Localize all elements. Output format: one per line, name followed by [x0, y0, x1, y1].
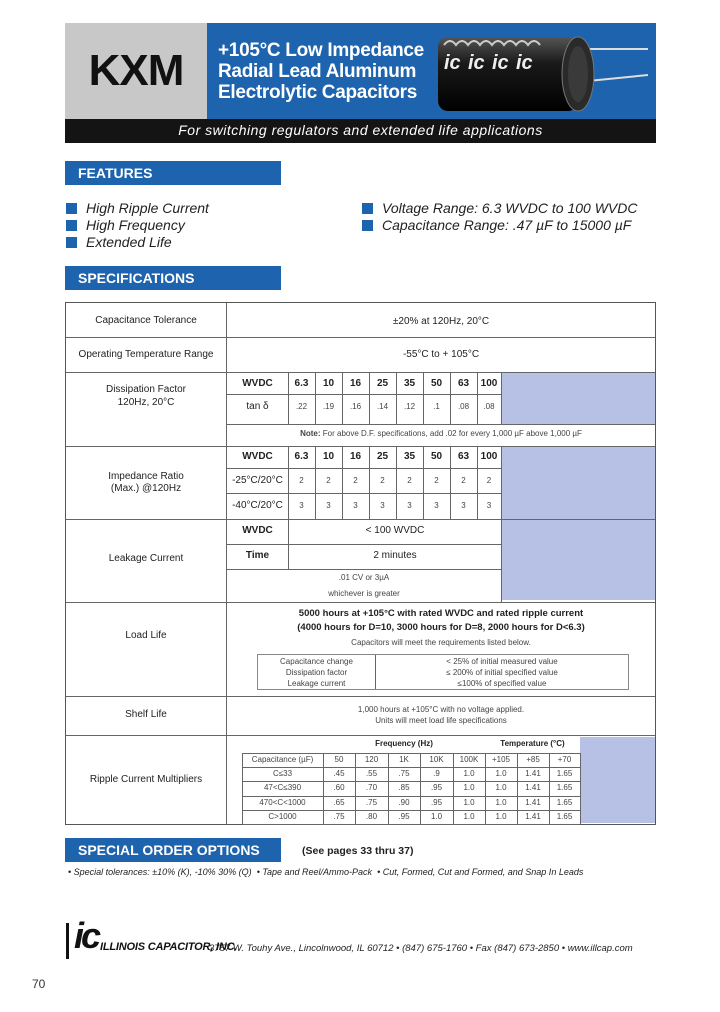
imp-row2-cell: 3: [434, 501, 439, 510]
ripple-temp-value: 1.41: [525, 783, 541, 793]
df-tan-cell: .14: [376, 402, 389, 411]
load-life-requirements-box: [257, 654, 629, 690]
bullet-square-icon: [66, 220, 77, 231]
leak-time-value: 2 minutes: [373, 550, 417, 561]
capacitor-product-image: [438, 31, 650, 115]
ripple-temp-value: 1.65: [556, 769, 573, 779]
ripple-temp-cell: +85: [526, 755, 540, 764]
df-wvdc-cell: 35: [403, 378, 416, 389]
company-logo: ic: [74, 915, 99, 956]
features-heading: FEATURES: [65, 161, 281, 185]
load-item: Capacitance change: [280, 657, 353, 666]
title-line-2: Radial Lead Aluminum: [218, 61, 417, 82]
ripple-cap-cell: C>1000: [268, 811, 297, 821]
imp-row1-cell: 2: [326, 476, 331, 485]
load-life-line-3: Capacitors will meet the requirements listed below.: [351, 638, 531, 647]
title-line-3: Electrolytic Capacitors: [218, 82, 418, 103]
temperature-shade: [580, 737, 655, 823]
imp-wvdc-cell: 100: [480, 451, 498, 462]
cap-tolerance-label: Capacitance Tolerance: [95, 315, 197, 326]
imp-row1-cell: 2: [353, 476, 358, 485]
specifications-table: [65, 302, 656, 825]
ripple-temp-value: 1.0: [495, 783, 507, 793]
shelf-life-label: Shelf Life: [125, 709, 167, 720]
company-address: 3757 W. Touhy Ave., Lincolnwood, IL 60712 • (847) 675-1760 • Fax (847) 673-2850 • www.illcap.com: [209, 943, 633, 954]
df-tan-cell: .08: [483, 402, 495, 411]
df-label-1: Dissipation Factor: [105, 384, 187, 395]
ripple-freq-value: 1.0: [463, 797, 475, 807]
ripple-freq-value: .55: [365, 769, 378, 779]
imp-wvdc-cell: 50: [430, 451, 443, 462]
page-number: 70: [32, 977, 46, 991]
ripple-freq-value: .75: [365, 797, 378, 807]
special-order-items: [68, 867, 583, 877]
freq-heading: Frequency (Hz): [375, 739, 433, 748]
ripple-temp-cell: +105: [491, 755, 511, 764]
load-value: < 25% of initial measured value: [446, 657, 558, 666]
ripple-freq-cell: 120: [364, 755, 379, 764]
special-order-item: • Cut, Formed, Cut and Formed, and Snap In Leads: [377, 867, 584, 877]
imp-row2-label: -40°C/20°C: [232, 500, 283, 511]
op-temp-label: Operating Temperature Range: [78, 349, 214, 360]
load-life-line-1: 5000 hours at +105°C with rated WVDC and rated ripple current: [298, 608, 584, 619]
imp-row1-cell: 2: [486, 476, 492, 485]
feature-item: High Ripple Current: [66, 200, 209, 217]
bullet-square-icon: [66, 237, 77, 248]
leak-wvdc-label: WVDC: [242, 525, 273, 536]
load-item: Leakage current: [287, 679, 346, 688]
df-wvdc-cell: 16: [349, 378, 362, 389]
df-wvdc-cell: 6.3: [294, 378, 309, 389]
load-value: ≤ 200% of initial specified value: [446, 668, 558, 677]
imp-row1-label: -25°C/20°C: [232, 475, 283, 486]
feature-item: Extended Life: [66, 234, 209, 251]
ripple-temp-value: 1.65: [556, 811, 573, 821]
bullet-square-icon: [66, 203, 77, 214]
ripple-freq-cell: 1K: [399, 755, 409, 764]
feature-item: High Frequency: [66, 217, 209, 234]
df-tan-cell: .16: [349, 402, 362, 411]
shelf-life-line-1: 1,000 hours at +105°C with no voltage applied.: [357, 705, 525, 714]
ripple-temp-value: 1.65: [556, 797, 573, 807]
imp-row1-cell: 2: [407, 476, 412, 485]
ripple-freq-value: .95: [430, 783, 443, 793]
ripple-temp-value: 1.0: [495, 797, 507, 807]
ripple-freq-value: .60: [333, 783, 345, 793]
ripple-temp-value: 1.65: [556, 783, 573, 793]
ripple-freq-value: .95: [398, 811, 410, 821]
ripple-cap-cell: 470<C<1000: [259, 797, 306, 807]
df-wvdc-cell: 100: [480, 378, 498, 389]
ripple-freq-value: .45: [333, 769, 345, 779]
ripple-temp-value: 1.41: [525, 797, 541, 807]
load-life-line-2: (4000 hours for D=10, 3000 hours for D=8, 2000 hours for D<6.3): [297, 622, 585, 633]
ripple-freq-value: 1.0: [463, 783, 475, 793]
df-tan-cell: .12: [403, 402, 416, 411]
ripple-temp-value: 1.0: [495, 769, 507, 779]
ripple-label: Ripple Current Multipliers: [89, 774, 203, 785]
imp-row2-cell: 3: [407, 501, 412, 510]
product-title: [218, 40, 438, 103]
ripple-freq-value: .85: [398, 783, 410, 793]
imp-wvdc-cell: 63: [457, 451, 470, 462]
imp-row1-cell: 2: [380, 476, 385, 485]
op-temp-value: -55°C to + 105°C: [402, 349, 480, 360]
ripple-temp-value: 1.41: [525, 769, 541, 779]
capacitor-marking-2: ic: [468, 52, 485, 74]
temp-heading: Temperature (°C): [500, 739, 565, 748]
df-wvdc-cell: 63: [457, 378, 470, 389]
imp-row1-cell: 2: [299, 476, 304, 485]
cap-tolerance-value: ±20% at 120Hz, 20°C: [392, 316, 490, 327]
df-tan-cell: .22: [295, 402, 308, 411]
title-line-1: +105°C Low Impedance: [218, 40, 424, 61]
specifications-heading: SPECIFICATIONS: [65, 266, 281, 290]
ripple-temp-cell: +70: [557, 755, 572, 764]
imp-wvdc-label: WVDC: [242, 451, 273, 462]
df-tan-cell: .19: [322, 402, 335, 411]
company-name: ILLINOIS CAPACITOR, INC.: [100, 941, 238, 953]
capacitor-marking-3: ic: [492, 52, 509, 74]
df-wvdc-cell: 50: [430, 378, 443, 389]
special-order-item: • Tape and Reel/Ammo-Pack: [256, 867, 373, 877]
imp-wvdc-cell: 10: [322, 451, 335, 462]
ripple-cap-heading: Capacitance (µF): [251, 755, 314, 764]
ripple-freq-value: .80: [365, 811, 378, 821]
ripple-cap-cell: C≤33: [272, 769, 293, 779]
df-tan-cell: .08: [457, 402, 470, 411]
imp-row1-cell: 2: [434, 476, 439, 485]
ripple-freq-cell: 10K: [429, 755, 444, 764]
df-tan-cell: .1: [433, 402, 440, 411]
ripple-temp-value: 1.41: [525, 811, 541, 821]
ripple-freq-value: .65: [333, 797, 345, 807]
imp-row2-cell: 3: [299, 501, 304, 510]
bullet-square-icon: [362, 203, 373, 214]
df-label-2: 120Hz, 20°C: [117, 397, 175, 408]
special-order-pages-note: (See pages 33 thru 37): [302, 845, 414, 857]
df-shade: [501, 373, 655, 424]
ripple-freq-cell: 50: [334, 755, 344, 764]
ripple-freq-value: 1.0: [463, 769, 475, 779]
shelf-life-line-2: Units will meet load life specifications: [375, 716, 507, 725]
imp-label-1: Impedance Ratio: [108, 471, 184, 482]
ripple-freq-value: .9: [433, 769, 440, 779]
imp-row2-cell: 3: [380, 501, 385, 510]
imp-wvdc-cell: 6.3: [294, 451, 309, 462]
load-item: Dissipation factor: [285, 668, 348, 677]
bullet-square-icon: [362, 220, 373, 231]
feature-item: Capacitance Range: .47 µF to 15000 µF: [362, 217, 638, 234]
leak-formula: .01 CV or 3µA: [338, 573, 390, 582]
company-footer: [66, 915, 658, 965]
imp-row2-cell: 3: [326, 501, 331, 510]
ripple-freq-value: .70: [365, 783, 378, 793]
df-wvdc-cell: 10: [322, 378, 335, 389]
imp-wvdc-cell: 35: [403, 451, 416, 462]
imp-wvdc-cell: 16: [349, 451, 362, 462]
imp-row2-cell: 3: [461, 501, 466, 510]
special-order-item: • Special tolerances: ±10% (K), -10% 30% (Q): [68, 867, 252, 877]
imp-row1-cell: 2: [461, 476, 466, 485]
ripple-temp-value: 1.0: [495, 811, 507, 821]
ripple-freq-value: .75: [333, 811, 345, 821]
imp-label-2: (Max.) @120Hz: [110, 483, 182, 494]
capacitor-marking-1: ic: [444, 52, 461, 74]
tagline: For switching regulators and extended life applications: [178, 122, 543, 138]
imp-row2-cell: 3: [353, 501, 358, 510]
ripple-freq-value: 1.0: [430, 811, 443, 821]
ripple-freq-value: .90: [398, 797, 410, 807]
special-order-heading: SPECIAL ORDER OPTIONS: [65, 838, 281, 862]
leak-wvdc-value: < 100 WVDC: [365, 525, 425, 536]
imp-row2-cell: 3: [486, 501, 492, 510]
df-tan-label: tan δ: [246, 401, 269, 412]
leak-note: whichever is greater: [328, 589, 400, 598]
features-right-list: [362, 200, 638, 234]
df-wvdc-label: WVDC: [242, 378, 273, 389]
ripple-freq-value: .75: [398, 769, 410, 779]
feature-item: Voltage Range: 6.3 WVDC to 100 WVDC: [362, 200, 638, 217]
series-code: KXM: [88, 46, 184, 95]
features-left-list: [66, 200, 209, 251]
capacitor-marking-4: ic: [516, 52, 533, 74]
impedance-leakage-shade: [501, 447, 655, 600]
ripple-freq-cell: 100K: [459, 755, 479, 764]
load-life-label: Load Life: [125, 630, 167, 641]
imp-wvdc-cell: 25: [376, 451, 389, 462]
ripple-cap-cell: 47<C≤390: [263, 783, 302, 793]
ripple-freq-value: .95: [430, 797, 443, 807]
leakage-label: Leakage Current: [108, 553, 184, 564]
load-value: ≤100% of specified value: [457, 679, 547, 688]
ripple-freq-value: 1.0: [463, 811, 475, 821]
leak-time-label: Time: [245, 550, 270, 561]
df-wvdc-cell: 25: [376, 378, 389, 389]
df-note: Note: For above D.F. specifications, add .02 for every 1,000 µF above 1,000 µF: [300, 429, 582, 438]
